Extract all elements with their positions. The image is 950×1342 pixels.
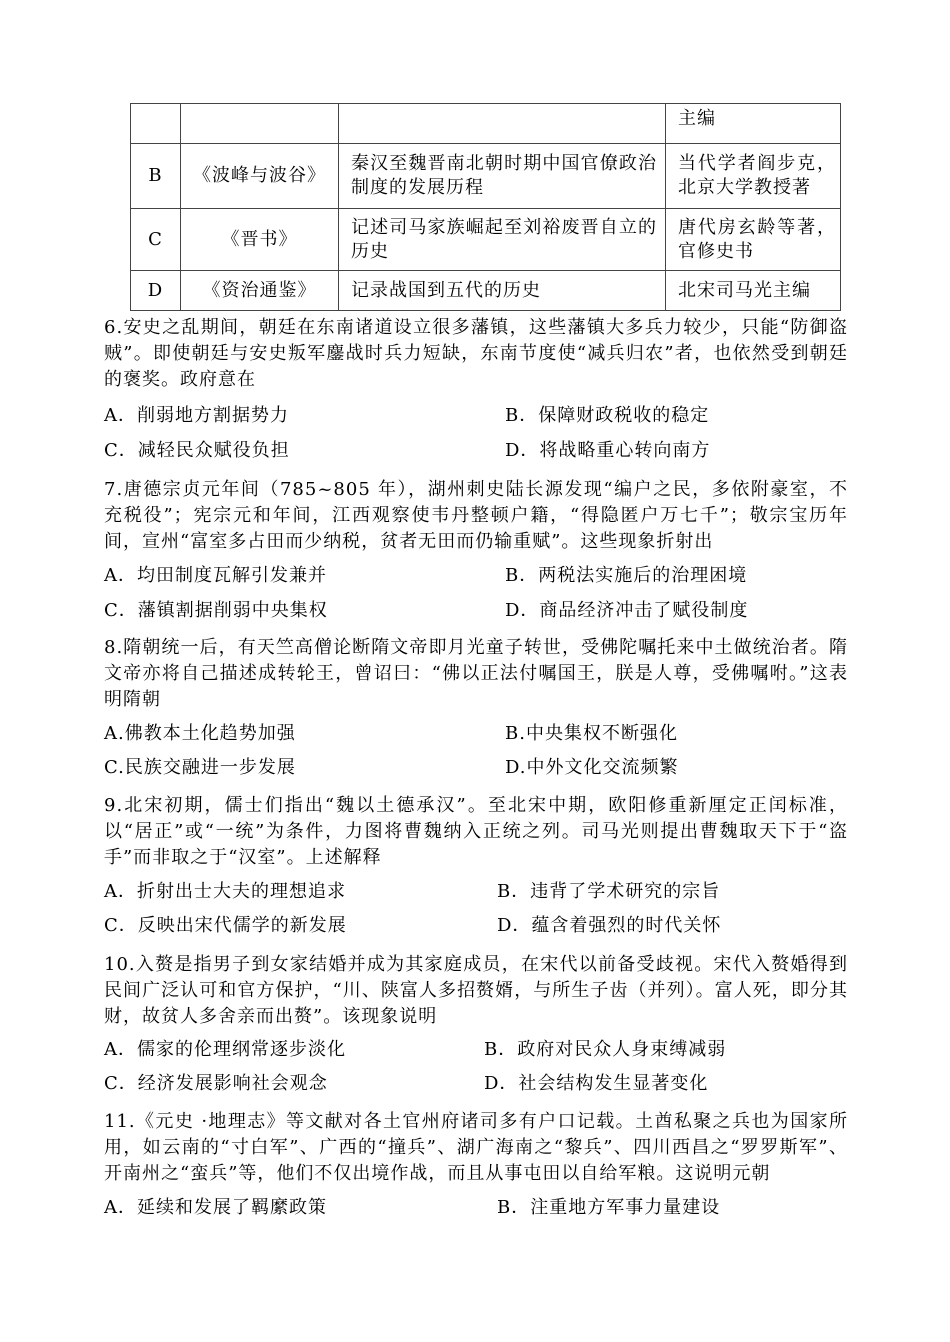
title-cell: 《波峰与波谷》 bbox=[181, 144, 339, 209]
option-d[interactable]: D．商品经济冲击了赋役制度 bbox=[505, 600, 749, 621]
author-cell: 唐代房玄龄等著，官修史书 bbox=[666, 209, 841, 271]
content-cell: 记录战国到五代的历史 bbox=[339, 271, 666, 311]
author-cell: 当代学者阎步克，北京大学教授著 bbox=[666, 144, 841, 209]
question-11-options-row bbox=[104, 1195, 848, 1221]
question-9-stem bbox=[104, 793, 848, 871]
question-6-options-row bbox=[104, 403, 848, 429]
option-a[interactable]: A．均田制度瓦解引发兼并 bbox=[104, 565, 327, 586]
question-text: 安史之乱期间，朝廷在东南诸道设立很多藩镇，这些藩镇大多兵力较少，只能“防御盗贼”。即使朝廷与安史叛军鏖战时兵力短缺，东南节度使“减兵归农”者，也依然受到朝廷的褒奖。政府意在 bbox=[104, 317, 848, 390]
option-c[interactable]: C．减轻民众赋役负担 bbox=[104, 440, 290, 461]
table-row bbox=[131, 271, 841, 311]
question-8-stem bbox=[104, 635, 848, 713]
option-d[interactable]: D．社会结构发生显著变化 bbox=[484, 1073, 709, 1094]
question-9-options-row bbox=[104, 913, 848, 939]
option-b[interactable]: B．注重地方军事力量建设 bbox=[497, 1197, 721, 1218]
author-cell: 北宋司马光主编 bbox=[666, 271, 841, 311]
option-a[interactable]: A．延续和发展了羁縻政策 bbox=[104, 1197, 327, 1218]
option-d[interactable]: D．蕴含着强烈的时代关怀 bbox=[497, 915, 722, 936]
option-b[interactable]: B．政府对民众人身束缚减弱 bbox=[484, 1039, 727, 1060]
question-10-stem bbox=[104, 952, 848, 1030]
option-c[interactable]: C.民族交融进一步发展 bbox=[104, 757, 296, 778]
option-c[interactable]: C．藩镇割据削弱中央集权 bbox=[104, 600, 328, 621]
option-b[interactable]: B.中央集权不断强化 bbox=[505, 723, 678, 744]
question-text: 北宋初期，儒士们指出“魏以土德承汉”。至北宋中期，欧阳修重新厘定正闰标准，以“居正”或“一统”为条件，力图将曹魏纳入正统之列。司马光则提出曹魏取天下于“盗手”而非取之于“汉室”。上述解释 bbox=[104, 795, 848, 868]
option-a[interactable]: A.佛教本土化趋势加强 bbox=[104, 723, 296, 744]
question-number: 11. bbox=[104, 1111, 136, 1132]
question-10-options-row bbox=[104, 1071, 848, 1097]
question-number: 6. bbox=[104, 317, 124, 338]
question-text: 《元史 ·地理志》等文献对各土官州府诸司多有户口记载。土酋私聚之兵也为国家所用，如云南的“寸白军”、广西的“撞兵”、湖广海南之“黎兵”、四川西昌之“罗罗斯军”、开南州之“蛮兵”等，他们不仅出境作战，而且从事屯田以自给军粮。这说明元朝 bbox=[104, 1111, 848, 1184]
table-row bbox=[131, 144, 841, 209]
source-table bbox=[130, 103, 841, 311]
option-cell: B bbox=[131, 144, 181, 209]
content-cell: 秦汉至魏晋南北朝时期中国官僚政治制度的发展历程 bbox=[339, 144, 666, 209]
option-a[interactable]: A．折射出士大夫的理想追求 bbox=[104, 881, 346, 902]
option-a[interactable]: A．削弱地方割据势力 bbox=[104, 405, 289, 426]
content-cell bbox=[339, 104, 666, 144]
option-a[interactable]: A．儒家的伦理纲常逐步淡化 bbox=[104, 1039, 346, 1060]
table-row bbox=[131, 209, 841, 271]
question-9-options-row bbox=[104, 879, 848, 905]
option-c[interactable]: C．经济发展影响社会观念 bbox=[104, 1073, 328, 1094]
question-8-options-row bbox=[104, 721, 848, 747]
option-cell: D bbox=[131, 271, 181, 311]
title-cell bbox=[181, 104, 339, 144]
question-8-options-row bbox=[104, 755, 848, 781]
question-number: 9. bbox=[104, 795, 124, 816]
option-d[interactable]: D.中外文化交流频繁 bbox=[505, 757, 679, 778]
title-cell: 《资治通鉴》 bbox=[181, 271, 339, 311]
author-cell: 主编 bbox=[666, 104, 841, 144]
option-b[interactable]: B．两税法实施后的治理困境 bbox=[505, 565, 748, 586]
option-d[interactable]: D．将战略重心转向南方 bbox=[505, 440, 711, 461]
table-row bbox=[131, 104, 841, 144]
title-cell: 《晋书》 bbox=[181, 209, 339, 271]
question-text: 唐德宗贞元年间（785~805 年），湖州刺史陆长源发现“编户之民，多依附豪室，不充税役”；宪宗元和年间，江西观察使韦丹整顿户籍，“得隐匿户万七千”；敬宗宝历年间，宣州“富室多占田而少纳税，贫者无田而仍输重赋”。这些现象折射出 bbox=[104, 479, 848, 552]
option-b[interactable]: B．保障财政税收的稳定 bbox=[505, 405, 710, 426]
content-cell: 记述司马家族崛起至刘裕废晋自立的历史 bbox=[339, 209, 666, 271]
option-cell bbox=[131, 104, 181, 144]
option-b[interactable]: B．违背了学术研究的宗旨 bbox=[497, 881, 721, 902]
question-7-options-row bbox=[104, 598, 848, 624]
question-6-options-row bbox=[104, 438, 848, 464]
question-number: 10. bbox=[104, 954, 136, 975]
question-10-options-row bbox=[104, 1037, 848, 1063]
question-text: 隋朝统一后，有天竺高僧论断隋文帝即月光童子转世，受佛陀嘱托来中土做统治者。隋文帝亦将自己描述成转轮王，曾诏曰：“佛以正法付嘱国王，朕是人尊，受佛嘱咐。”这表明隋朝 bbox=[104, 637, 848, 710]
question-7-stem bbox=[104, 477, 848, 555]
question-number: 7. bbox=[104, 479, 124, 500]
option-c[interactable]: C．反映出宋代儒学的新发展 bbox=[104, 915, 347, 936]
question-6-stem bbox=[104, 315, 848, 393]
option-cell: C bbox=[131, 209, 181, 271]
question-7-options-row bbox=[104, 563, 848, 589]
question-11-stem bbox=[104, 1109, 848, 1187]
question-number: 8. bbox=[104, 637, 124, 658]
question-text: 入赘是指男子到女家结婚并成为其家庭成员，在宋代以前备受歧视。宋代入赘婚得到民间广泛认可和官方保护，“川、陕富人多招赘婿，与所生子齿（并列）。富人死，即分其财，故贫人多舍亲而出赘”。该现象说明 bbox=[104, 954, 848, 1027]
